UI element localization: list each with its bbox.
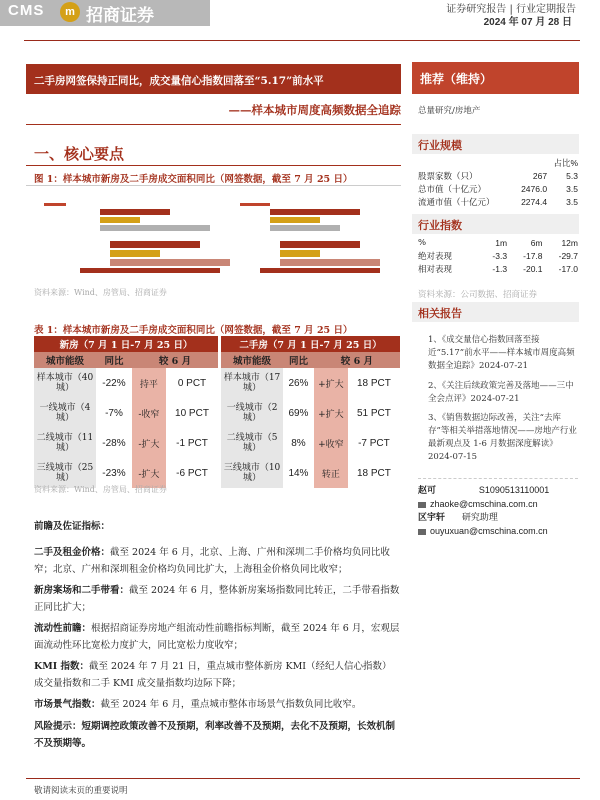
table-row <box>418 182 578 195</box>
row-value: 2274.4 <box>521 196 548 207</box>
row-label: 相对表现 <box>418 264 453 275</box>
para-price <box>34 544 400 578</box>
chart-bar <box>270 225 340 231</box>
row-pct: -7 PCT <box>358 437 390 449</box>
chart-bar <box>280 259 380 266</box>
table-row <box>418 262 578 275</box>
report-subtitle: ——样本城市周度高频数据全追踪 <box>228 103 401 117</box>
index-source: 资料来源：公司数据、招商证券 <box>418 290 538 300</box>
row-value: -1.3 <box>492 263 508 274</box>
risk-label: 风险提示： <box>34 721 82 732</box>
row-pct: 5.3 <box>566 170 578 181</box>
row-label: 流通市值（十亿元） <box>418 197 495 208</box>
analyst-email[interactable]: ouyuxuan@cmschina.com.cn <box>430 526 548 536</box>
para-text: 截至 2024 年 6 月，北京、上海、广州和深圳二手价格均负同比收窄；北京、广州和深圳租金价格均负同比扩大，上海租金价格负同比收窄； <box>34 547 390 575</box>
row-tag: 转正 <box>314 458 348 488</box>
table-caption: 表 1：样本城市新房及二手房成交面积同比（网签数据，截至 7 月 25 日） <box>34 325 353 336</box>
chart-bar <box>110 241 200 248</box>
row-tag: -扩大 <box>132 458 166 488</box>
row-pct: 18 PCT <box>356 377 391 389</box>
para-label: 流动性前瞻： <box>34 623 92 634</box>
header-divider <box>24 40 580 41</box>
row-pct: 10 PCT <box>175 407 209 419</box>
para-market <box>34 696 400 713</box>
footer-divider <box>26 778 580 779</box>
scale-table <box>418 156 578 208</box>
row-tag: -收窄 <box>132 398 166 428</box>
risk-warning <box>34 718 400 752</box>
email-icon <box>418 502 426 508</box>
para-text: 根据招商证券房地产组流动性前瞻指标判断，截至 2024 年 6 月，宏观层面流动性环比宽松力度扩大，同比宽松力度收窄； <box>34 623 400 651</box>
row-label: 总市值（十亿元） <box>418 184 487 195</box>
row-value: -17.8 <box>523 250 543 261</box>
row-city: 一线城市（2 城） <box>221 398 283 428</box>
col-vs-june: 较 6 月 <box>132 352 218 368</box>
analyst-1 <box>418 484 549 512</box>
row-pct: -1 PCT <box>176 437 208 449</box>
row-pct: 51 PCT <box>356 407 391 419</box>
row-pct: 3.5 <box>566 183 578 194</box>
section-divider <box>26 165 401 166</box>
city-yoy-table <box>34 336 400 488</box>
related-report-link[interactable]: 2、《关注后续政策完善及落地——三中全会点评》2024-07-21 <box>428 381 574 404</box>
row-value: -20.1 <box>523 263 543 274</box>
related-heading: 相关报告 <box>412 302 579 322</box>
para-text: 截至 2024 年 6 月，重点城市整体市场景气指数负同比收窄。 <box>100 699 362 710</box>
table-row <box>418 169 578 182</box>
new-house-header: 新房（7 月 1 日-7 月 25 日） <box>34 336 218 352</box>
para-text: 截至 2024 年 7 月 21 日，重点城市整体新房 KMI（经纪人信心指数）成交量指数和二手 KMI 成交量指数均边际下降； <box>34 661 392 689</box>
row-value: -3.3 <box>492 250 508 261</box>
col-vs-june: 较 6 月 <box>314 352 400 368</box>
analyst-divider <box>418 478 578 479</box>
col-yoy: 同比 <box>96 352 132 368</box>
chart-bar <box>110 250 160 257</box>
rating-box: 推荐（维持） <box>412 62 579 94</box>
report-title: 二手房网签保持正同比，成交量信心指数回落至“5.17”前水平 <box>26 64 401 94</box>
col-header: 1m <box>495 237 508 248</box>
logo-banner <box>0 0 210 26</box>
table-row <box>418 249 578 262</box>
analyst-name: 区宇轩 <box>418 513 446 523</box>
row-tag: 持平 <box>132 368 166 398</box>
chart-bar <box>280 241 360 248</box>
figure-1-chart <box>40 193 400 283</box>
para-label: 二手及租金价格： <box>34 547 111 558</box>
figure-top-rule <box>26 185 401 186</box>
indicator-heading: 前瞻及佐证指标： <box>34 521 111 532</box>
row-label: 绝对表现 <box>418 251 453 262</box>
row-tag: +收窄 <box>314 428 348 458</box>
row-pct: -6 PCT <box>176 467 208 479</box>
report-date: 2024 年 07 月 28 日 <box>483 17 572 28</box>
row-value: 267 <box>532 170 548 181</box>
row-city: 一线城市（4 城） <box>34 398 96 428</box>
logo-mark-icon: m <box>60 2 80 22</box>
legend-swatch <box>44 203 66 206</box>
email-icon <box>418 529 426 535</box>
col-city: 城市能级 <box>221 352 283 368</box>
chart-bar <box>270 209 360 215</box>
figure-source: 资料来源：Wind、房管局、招商证券 <box>34 288 167 297</box>
para-label: 新房案场和二手带看： <box>34 585 130 596</box>
para-label: 市场景气指数： <box>34 699 101 710</box>
row-yoy: -7% <box>105 407 123 419</box>
row-value: 2476.0 <box>521 183 548 194</box>
row-city: 三线城市（25 城） <box>34 458 96 488</box>
row-yoy: -28% <box>102 437 126 449</box>
table-row <box>418 195 578 208</box>
row-yoy: 26% <box>288 377 309 389</box>
chart-right-panel <box>240 203 380 273</box>
logo-text-en: CMS <box>8 2 45 19</box>
col-city: 城市能级 <box>34 352 96 368</box>
pct-header: 占比% <box>553 157 578 168</box>
row-yoy: -22% <box>102 377 126 389</box>
analyst-email[interactable]: zhaoke@cmschina.com.cn <box>430 499 538 509</box>
title-divider <box>26 124 401 125</box>
row-value: -17.0 <box>558 263 578 274</box>
index-heading: 行业指数 <box>412 214 579 234</box>
table-row <box>34 428 400 458</box>
chart-bar <box>100 217 140 223</box>
analyst-role: 研究助理 <box>461 513 498 523</box>
row-value: -29.7 <box>558 250 578 261</box>
col-header: % <box>418 237 427 248</box>
scale-heading: 行业规模 <box>412 134 579 154</box>
row-label: 股票家数（只） <box>418 171 478 182</box>
para-label: KMI 指数： <box>34 661 90 672</box>
para-kmi <box>34 658 400 692</box>
chart-bar <box>80 268 220 273</box>
para-visit <box>34 582 400 616</box>
industry-label: 总量研究/房地产 <box>418 106 481 116</box>
col-yoy: 同比 <box>283 352 314 368</box>
table-source: 资料来源：Wind、房管局、招商证券 <box>34 485 167 494</box>
chart-bar <box>270 217 320 223</box>
row-city: 三线城市（10 城） <box>221 458 283 488</box>
row-city: 样本城市（40 城） <box>34 368 96 398</box>
col-header: 12m <box>561 237 578 248</box>
row-yoy: 8% <box>291 437 306 449</box>
chart-bar <box>280 250 320 257</box>
para-text: 截至 2024 年 6 月，整体新房案场指数同比转正，二手带看指数正同比扩大； <box>34 585 400 613</box>
row-tag: -扩大 <box>132 428 166 458</box>
row-yoy: 14% <box>288 467 309 479</box>
table-row <box>34 398 400 428</box>
row-yoy: -23% <box>102 467 126 479</box>
chart-bar <box>260 268 380 273</box>
chart-left-panel <box>44 203 230 273</box>
related-report-link[interactable]: 3、《销售数据边际改善，关注“去库存”等相关举措落地情况——房地产行业最新观点及 1-6 月数据深度解读》2024-07-15 <box>428 413 577 462</box>
analyst-id: S1090513110001 <box>478 485 550 495</box>
logo-text-cn: 招商证券 <box>86 6 154 26</box>
analyst-2 <box>418 512 548 539</box>
risk-text: 短期调控政策改善不及预期，利率改善不及预期，去化不及预期，长效机制不及预期等。 <box>34 721 396 749</box>
row-tag: +扩大 <box>314 368 348 398</box>
para-liquidity <box>34 620 400 654</box>
row-city: 二线城市（11 城） <box>34 428 96 458</box>
legend-swatch <box>240 203 270 206</box>
row-pct: 0 PCT <box>177 377 207 389</box>
col-header: 6m <box>530 237 543 248</box>
index-table <box>418 236 578 275</box>
related-report-link[interactable]: 1、《成交量信心指数回落至接近“5.17”前水平——样本城市周度高频数据全追踪》2024-07-21 <box>428 335 575 371</box>
table-row <box>34 368 400 398</box>
analyst-name: 赵可 <box>418 486 437 496</box>
chart-bar <box>110 259 230 266</box>
section-heading: 一、核心要点 <box>34 145 125 163</box>
chart-bar <box>100 209 170 215</box>
figure-caption: 图 1：样本城市新房及二手房成交面积同比（网签数据，截至 7 月 25 日） <box>34 174 353 185</box>
footer-note: 敬请阅读末页的重要说明 <box>34 786 128 796</box>
second-house-header: 二手房（7 月 1 日-7 月 25 日） <box>221 336 400 352</box>
row-city: 二线城市（5 城） <box>221 428 283 458</box>
row-pct: 3.5 <box>566 196 578 207</box>
row-tag: +扩大 <box>314 398 348 428</box>
row-pct: 18 PCT <box>356 467 391 479</box>
report-type: 证券研究报告 | 行业定期报告 <box>446 4 576 15</box>
row-city: 样本城市（17 城） <box>221 368 283 398</box>
row-yoy: 69% <box>288 407 309 419</box>
chart-bar <box>100 225 210 231</box>
